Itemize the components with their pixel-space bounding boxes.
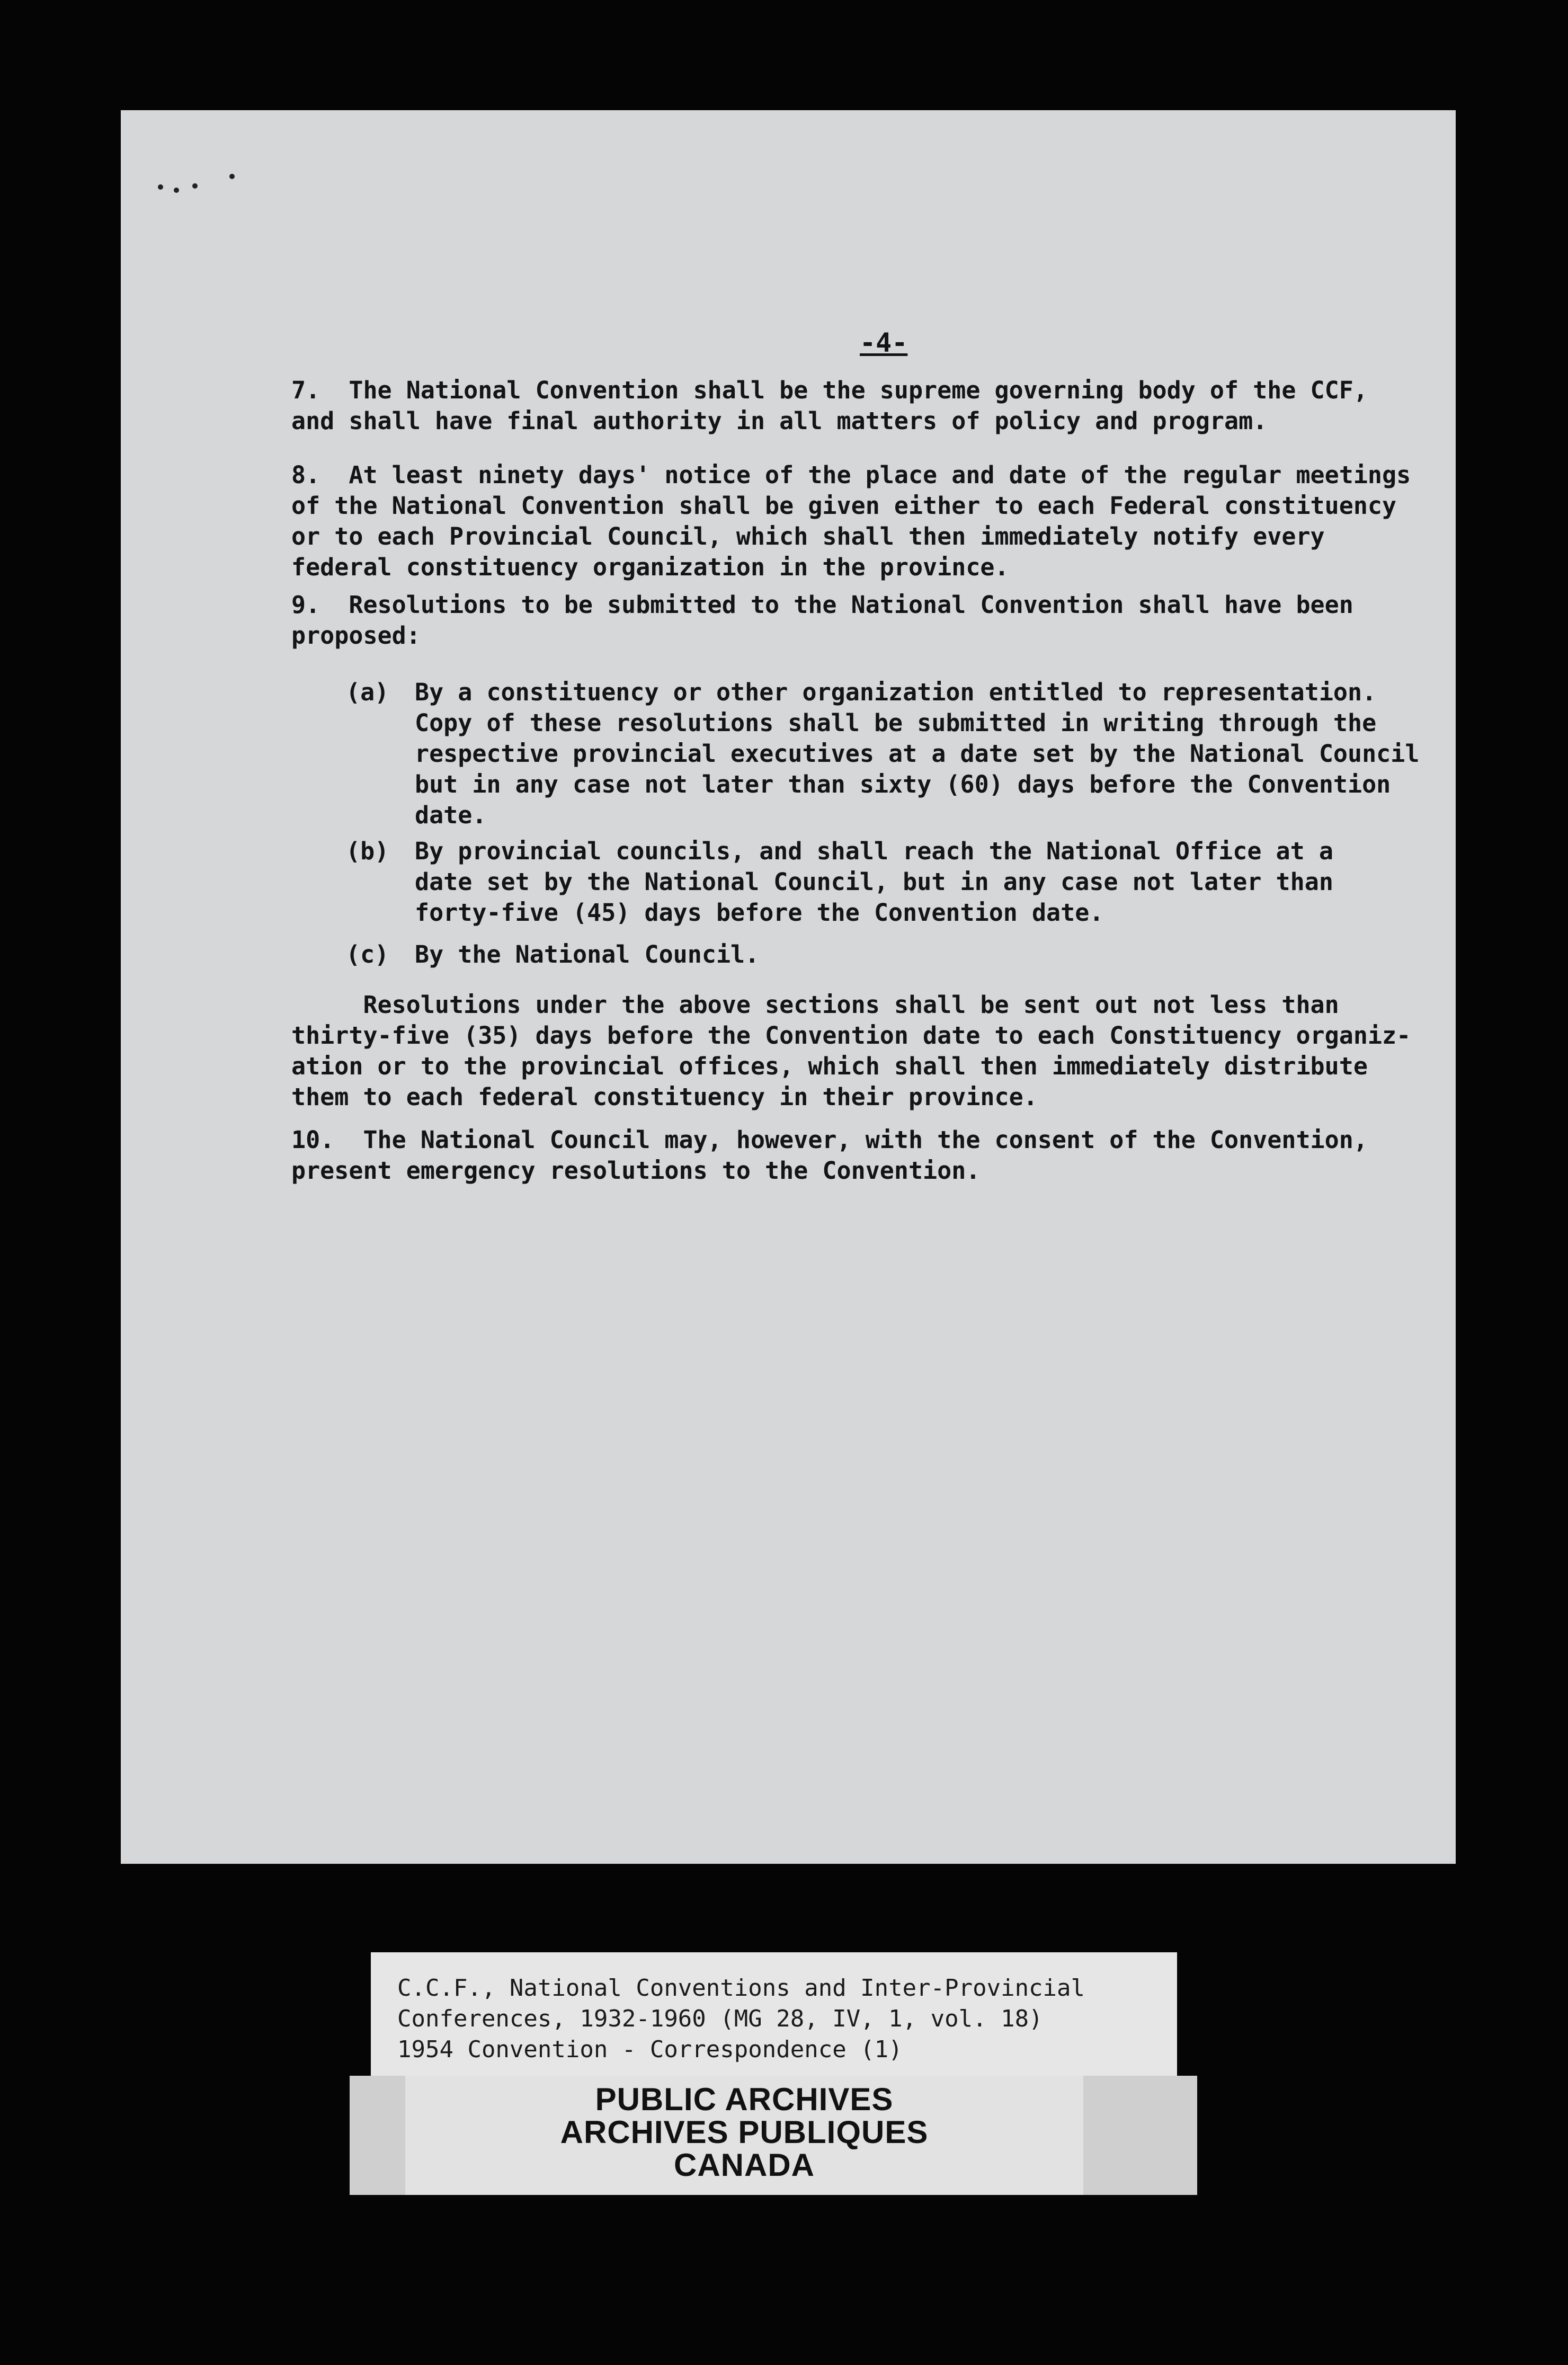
page-number: -4- <box>860 327 908 358</box>
paragraph-9b: By provincial councils, and shall reach the National Office at a date set by the National Council, but in any case not later than forty-five (45) days before the Convention date. <box>415 837 1333 927</box>
paragraph-8: 8. At least ninety days' notice of the place and date of the regular meetings of the National Convention shall be given either to each Federal constituency or to each Provincial Council, which shall then immediately notify every federal constituency organization in the province. <box>291 461 1411 581</box>
paragraph-9a: By a constituency or other organization entitled to representation. Copy of these resolutions shall be submitted in writing through the respective provincial executives at a date set by the National Council but in any case not later than sixty (60) days before the Convention date. <box>415 678 1420 829</box>
stamp-line-3: CANADA <box>674 2147 815 2183</box>
paragraph-9c: By the National Council. <box>415 940 760 968</box>
archive-reference-label <box>371 1952 1177 2085</box>
paragraph-9a-marker: (a) <box>346 678 389 706</box>
paragraph-10: 10. The National Council may, however, with the consent of the Convention, present emergency resolutions to the Convention. <box>291 1126 1368 1185</box>
margin-speck <box>174 188 179 193</box>
archive-label-line-1: C.C.F., National Conventions and Inter-Provincial <box>397 1975 1085 2002</box>
paragraph-9c-marker: (c) <box>346 940 389 968</box>
paragraph-9-follow: Resolutions under the above sections shall be sent out not less than thirty-five (35) days before the Convention date to each Constituency organiz- ation or to the provincial offices, which shall then immediately distribute them to each federal constituency in their province. <box>291 991 1411 1111</box>
paragraph-7: 7. The National Convention shall be the supreme governing body of the CCF, and shall have final authority in all matters of policy and program. <box>291 376 1368 435</box>
archives-stamp-strip <box>350 2076 1197 2195</box>
margin-speck <box>229 174 235 179</box>
paragraph-9b-marker: (b) <box>346 837 389 865</box>
archives-stamp <box>405 2076 1083 2195</box>
archive-label-line-3: 1954 Convention - Correspondence (1) <box>397 2036 903 2063</box>
document-page <box>121 110 1456 1864</box>
archive-label-line-2: Conferences, 1932-1960 (MG 28, IV, 1, vol. 18) <box>397 2005 1043 2032</box>
margin-speck <box>158 184 163 190</box>
stamp-line-2: ARCHIVES PUBLIQUES <box>560 2114 929 2150</box>
paragraph-9: 9. Resolutions to be submitted to the National Convention shall have been proposed: <box>291 591 1353 650</box>
margin-speck <box>192 183 198 189</box>
stamp-line-1: PUBLIC ARCHIVES <box>595 2082 894 2117</box>
